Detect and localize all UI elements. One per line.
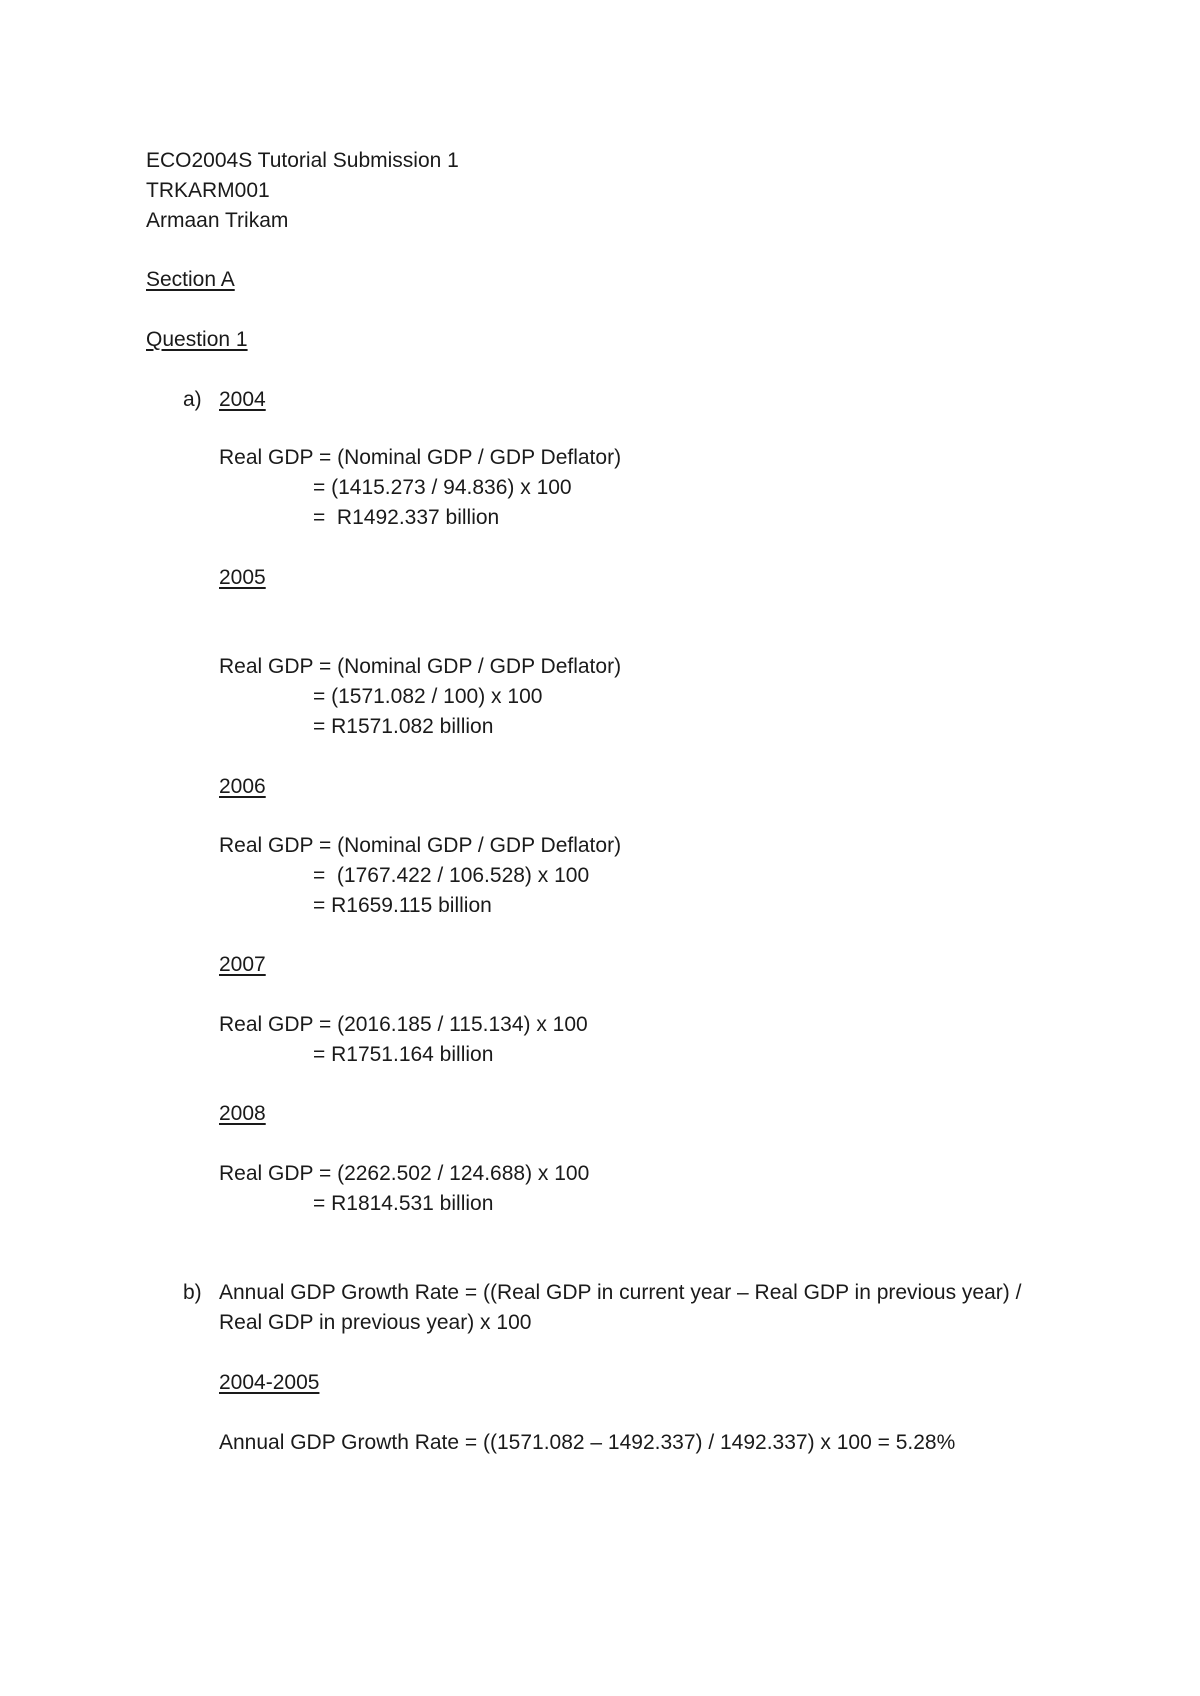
calc-line: Real GDP = (2016.185 / 115.134) x 100: [219, 1013, 588, 1036]
part-a-label: a): [183, 388, 202, 411]
calc-line: Real GDP = (2262.502 / 124.688) x 100: [219, 1162, 590, 1185]
growth-formula-line: Real GDP in previous year) x 100: [219, 1311, 532, 1334]
calc-result: = R1751.164 billion: [313, 1043, 494, 1066]
student-id: TRKARM001: [146, 179, 270, 202]
student-name: Armaan Trikam: [146, 209, 289, 232]
calc-result: = R1659.115 billion: [313, 894, 492, 917]
section-heading: Section A: [146, 268, 235, 291]
calc-result: = R1814.531 billion: [313, 1192, 494, 1215]
growth-calc-line: Annual GDP Growth Rate = ((1571.082 – 1492.337) / 1492.337) x 100 = 5.28%: [219, 1431, 956, 1454]
year-heading-2004: 2004: [219, 388, 266, 411]
document-title: ECO2004S Tutorial Submission 1: [146, 149, 459, 172]
calc-line: Real GDP = (Nominal GDP / GDP Deflator): [219, 446, 622, 469]
calc-line: Real GDP = (Nominal GDP / GDP Deflator): [219, 655, 622, 678]
calc-line: Real GDP = (Nominal GDP / GDP Deflator): [219, 834, 622, 857]
calc-result: = R1571.082 billion: [313, 715, 494, 738]
part-b-label: b): [183, 1281, 202, 1304]
calc-result: = R1492.337 billion: [313, 506, 500, 529]
period-heading-2004-2005: 2004-2005: [219, 1371, 320, 1394]
calc-line: = (1767.422 / 106.528) x 100: [313, 864, 590, 887]
year-heading-2006: 2006: [219, 775, 266, 798]
year-heading-2007: 2007: [219, 953, 266, 976]
question-heading: Question 1: [146, 328, 248, 351]
year-heading-2008: 2008: [219, 1102, 266, 1125]
year-heading-2005: 2005: [219, 566, 266, 589]
calc-line: = (1571.082 / 100) x 100: [313, 685, 543, 708]
calc-line: = (1415.273 / 94.836) x 100: [313, 476, 572, 499]
growth-formula-line: Annual GDP Growth Rate = ((Real GDP in current year – Real GDP in previous year) /: [219, 1281, 1022, 1304]
